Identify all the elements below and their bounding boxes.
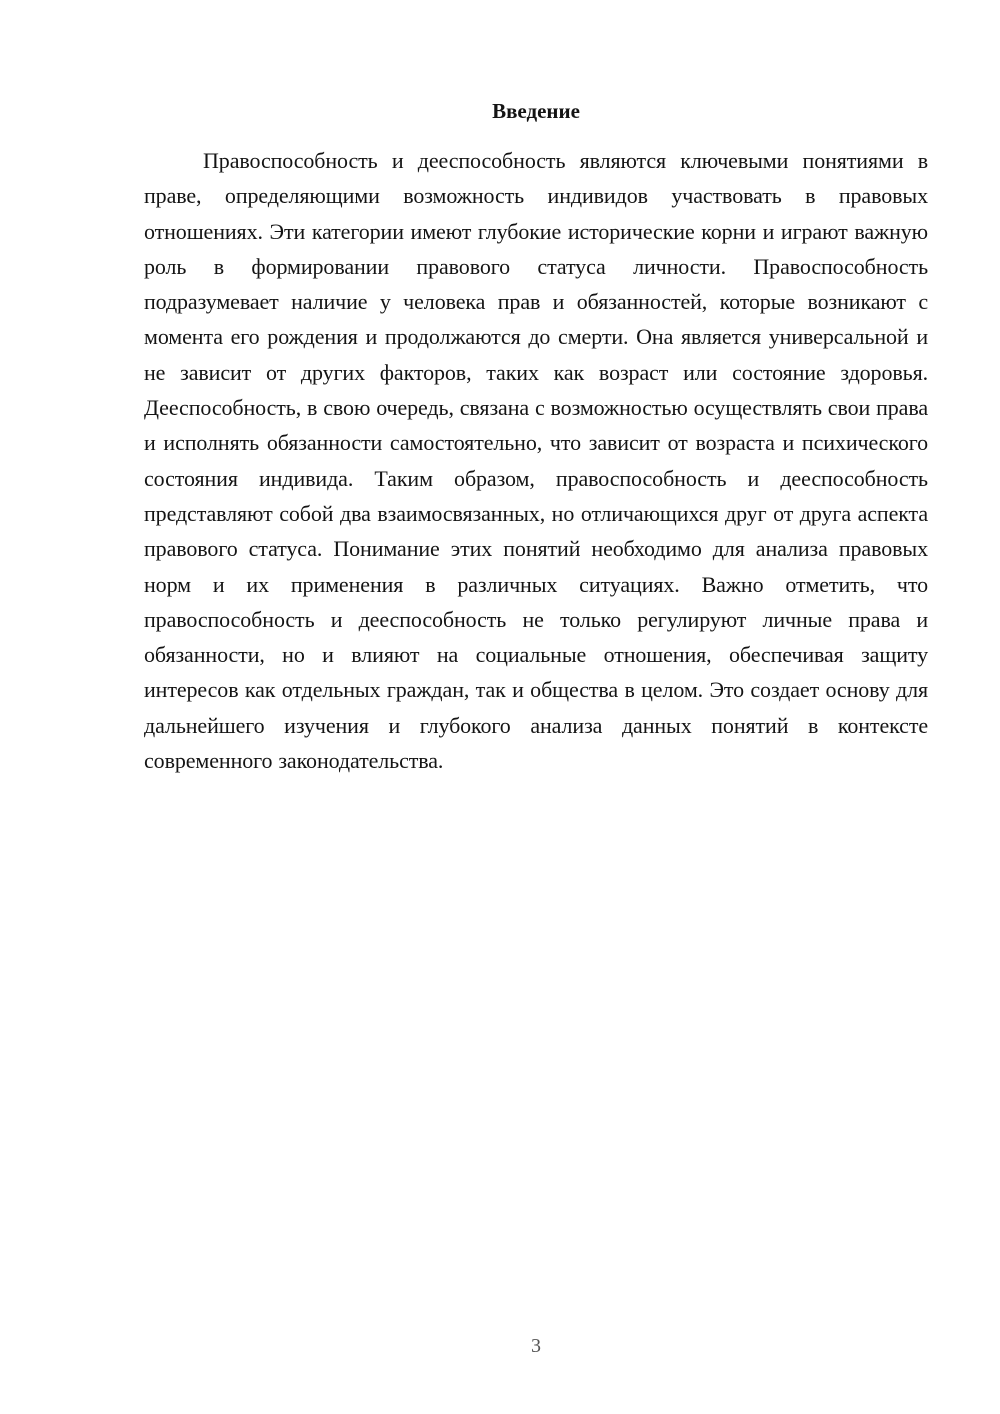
intro-paragraph: Правоспособность и дееспособность являются ключевыми понятиями в праве, определяющими возможность индивидов участвовать в правовых отношениях. Эти категории имеют глубокие исторические корни и играют важную роль в формировании правового статуса личности. Правоспособность подразумевает наличие у человека прав и обязанностей, которые возникают с момента его рождения и продолжаются до смерти. Она является универсальной и не зависит от других факторов, таких как возраст или состояние здоровья. Дееспособность, в свою очередь, связана с возможностью осуществлять свои права и исполнять обязанности самостоятельно, что зависит от возраста и психического состояния индивида. Таким образом, правоспособность и дееспособность представляют собой два взаимосвязанных, но отличающихся друг от друга аспекта правового статуса. Понимание этих понятий необходимо для анализа правовых норм и их применения в различных ситуациях. Важно отметить, что правоспособность и дееспособность не только регулируют личные права и обязанности, но и влияют на социальные отношения, обеспечивая защиту интересов как отдельных граждан, так и общества в целом. Это создает основу для дальнейшего изучения и глубокого анализа данных понятий в контексте современного законодательства. [144, 148, 928, 774]
page-number: 3 [531, 1335, 541, 1357]
section-heading: Введение [492, 99, 580, 123]
